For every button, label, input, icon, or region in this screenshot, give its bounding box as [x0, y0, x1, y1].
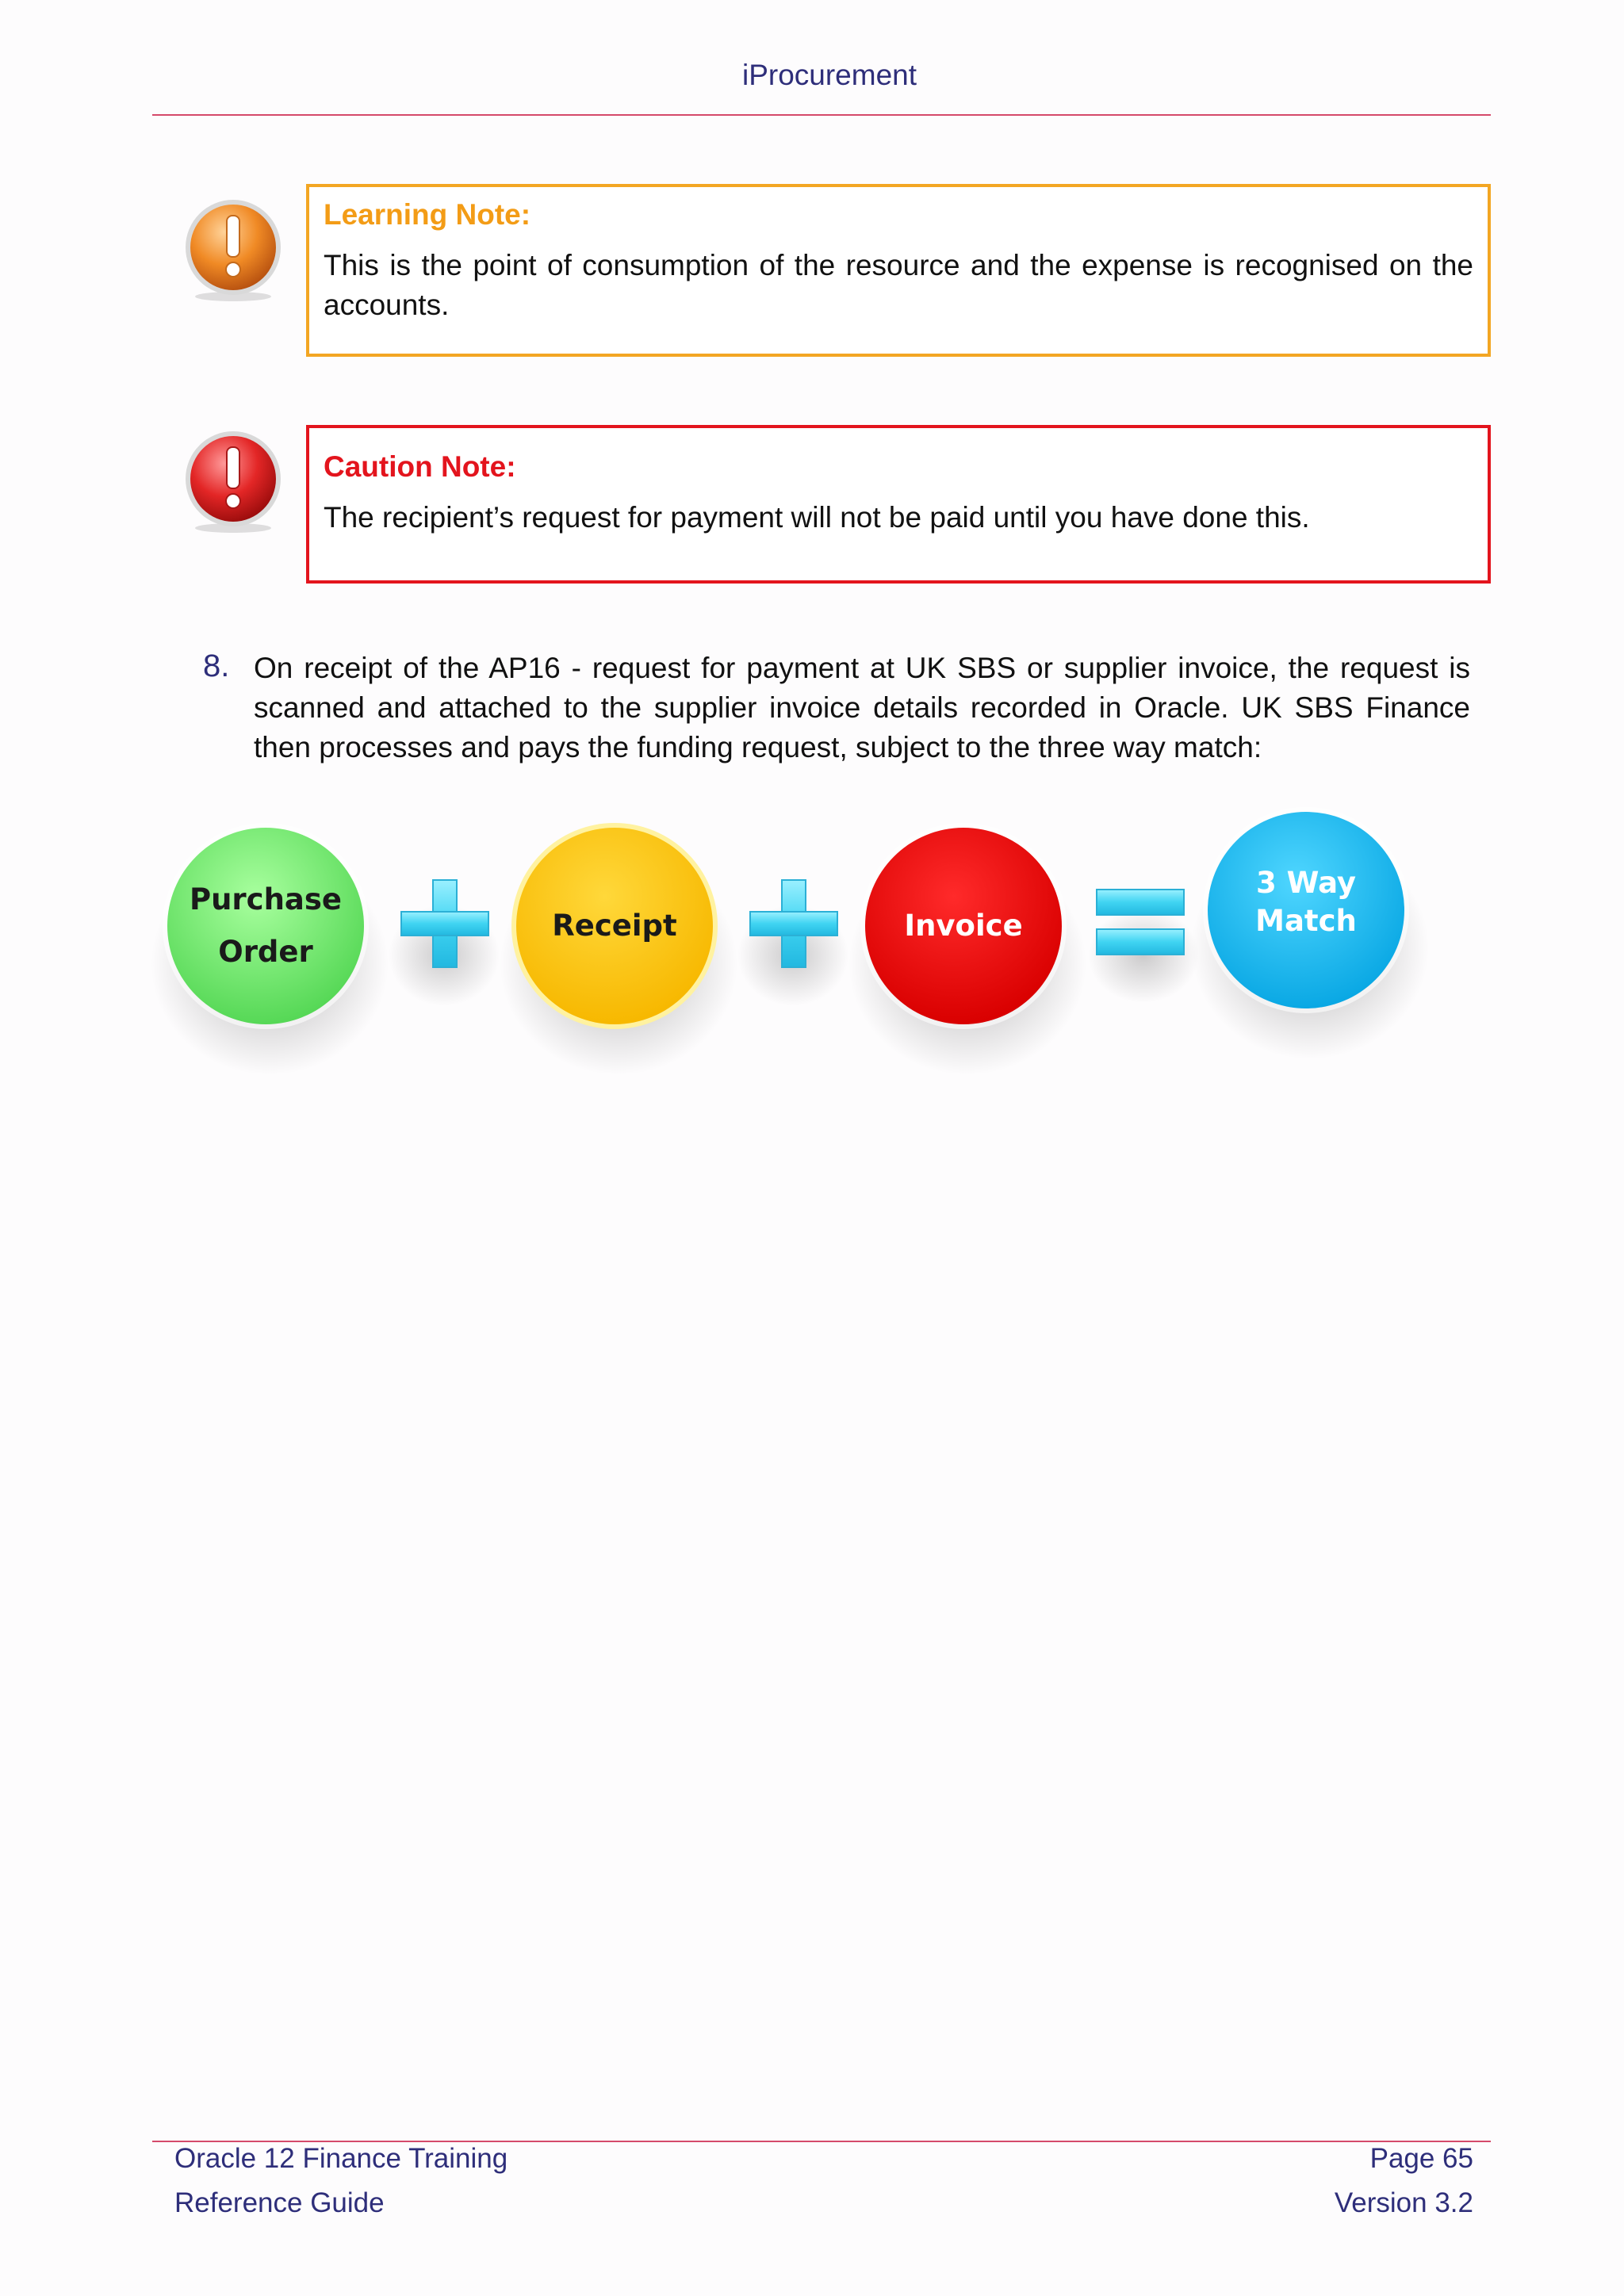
- exclamation-red-icon: [179, 428, 287, 536]
- three-way-match-diagram: [143, 793, 1459, 1078]
- step-number: 8.: [203, 649, 230, 683]
- caution-note-text: The recipient’s request for payment will not be paid until you have done this.: [324, 501, 1310, 534]
- footer-guide-name: Reference Guide: [174, 2187, 385, 2218]
- purchase-order-label: Purchase Order: [189, 882, 343, 969]
- page-header-title: iProcurement: [741, 59, 917, 91]
- step-text: On receipt of the AP16 - request for payment at UK SBS or supplier invoice, the request is scanned and attached to the supplier invoice details recorded in Oracle. UK SBS Finance then processes and pays the funding request, subject to the three way match:: [254, 652, 1470, 763]
- header-divider: [152, 114, 1491, 116]
- caution-note-box: [306, 425, 1491, 584]
- footer-divider: [152, 2141, 1491, 2142]
- equals-icon: [1088, 890, 1199, 1003]
- caution-note-title: Caution Note:: [324, 450, 516, 483]
- invoice-label: Invoice: [904, 909, 1023, 943]
- three-way-match-label: 3 Way Match: [1255, 866, 1357, 938]
- exclamation-orange-icon: [179, 197, 287, 304]
- footer-version: Version 3.2: [1334, 2187, 1473, 2218]
- learning-note-box: [306, 184, 1491, 357]
- plus-icon: [389, 880, 500, 1006]
- footer-page-number: Page 65: [1369, 2143, 1473, 2174]
- learning-note-text: This is the point of consumption of the resource and the expense is recognised on the accounts.: [324, 249, 1473, 321]
- learning-note-title: Learning Note:: [324, 198, 531, 231]
- plus-icon: [737, 880, 848, 1006]
- footer-course-name: Oracle 12 Finance Training: [174, 2143, 508, 2174]
- receipt-label: Receipt: [552, 909, 677, 943]
